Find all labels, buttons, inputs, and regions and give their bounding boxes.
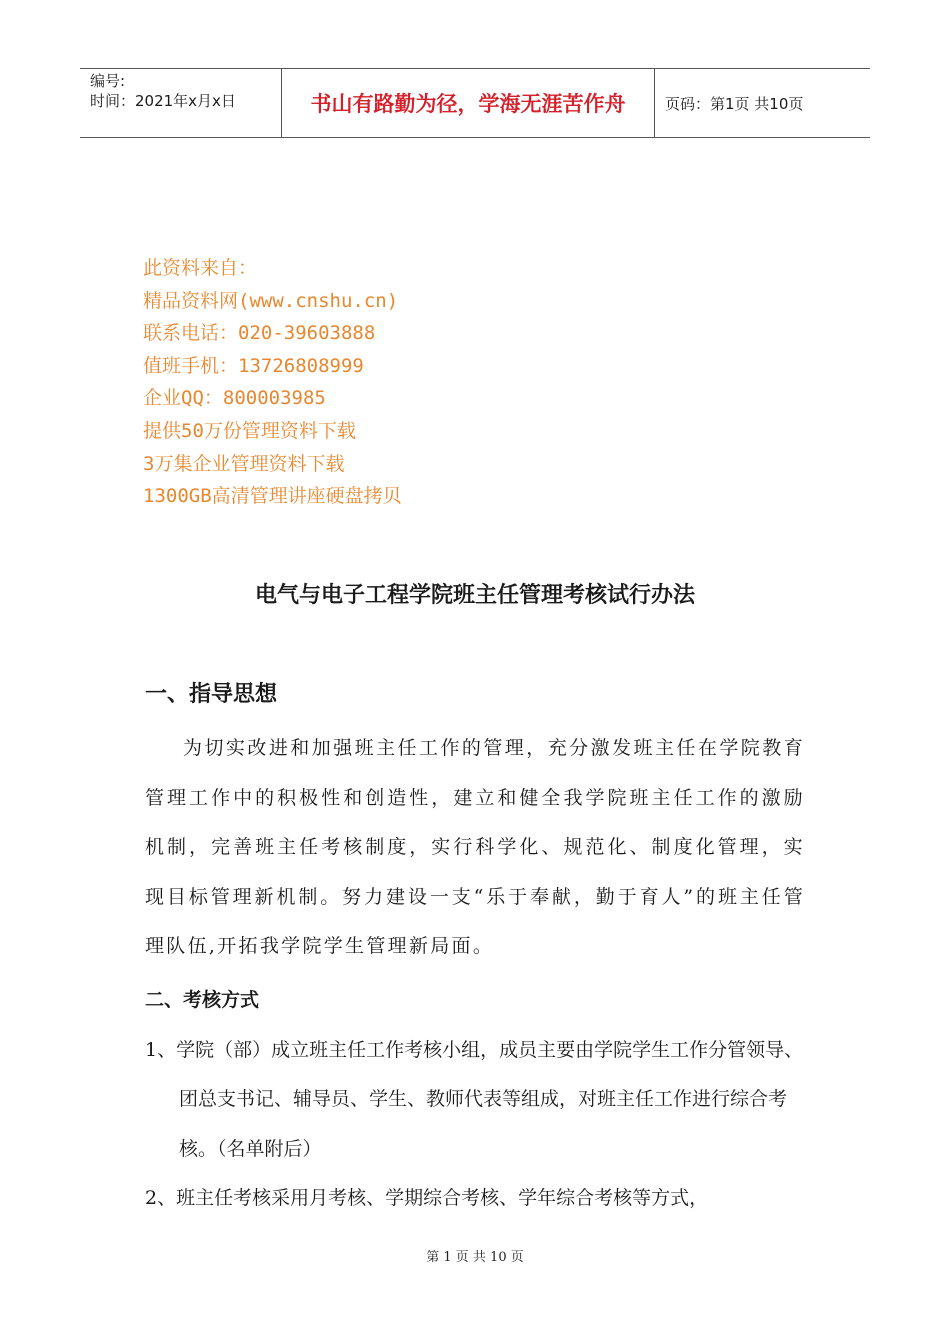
promo-line: 企业QQ：800003985 <box>143 387 326 410</box>
page-header <box>80 68 870 138</box>
document-title: 电气与电子工程学院班主任管理考核试行办法 <box>254 583 695 608</box>
promo-line: 3万集企业管理资料下载 <box>143 452 345 475</box>
section-heading-assessment-method: 二、考核方式 <box>145 988 260 1011</box>
promo-block <box>143 252 402 513</box>
header-motto: 书山有路勤为径，学海无涯苦作舟 <box>282 69 655 137</box>
promo-line: 此资料来自： <box>143 257 258 279</box>
promo-line: 联系电话：020-39603888 <box>143 322 376 345</box>
promo-line: 精品资料网(www.cnshu.cn) <box>143 289 399 312</box>
header-page-info: 页码：第1页 共10页 <box>665 94 804 113</box>
header-meta <box>80 69 282 137</box>
promo-line: 值班手机：13726808999 <box>143 354 364 377</box>
section-paragraph: 为切实改进和加强班主任工作的管理，充分激发班主任在学院教育管理工作中的积极性和创造性，建立和健全我学院班主任工作的激励机制，完善班主任考核制度，实行科学化、规范化、制度化管理，实现目标管理新机制。努力建设一支“乐于奉献，勤于育人”的班主任管理队伍,开拓我学院学生管理新局面。 <box>145 737 805 957</box>
section-heading-guiding-thought: 一、指导思想 <box>145 682 278 707</box>
list-item: 2、班主任考核采用月考核、学期综合考核、学年综合考核等方式， <box>145 1187 709 1209</box>
page-footer: 第 1 页 共 10 页 <box>426 1250 524 1265</box>
list-item: 1、学院（部）成立班主任工作考核小组，成员主要由学院学生工作分管领导、团总支书记、辅导员、学生、教师代表等组成，对班主任工作进行综合考核。（名单附后） <box>145 1038 804 1160</box>
document-body <box>145 678 805 1224</box>
number-label: 编号: <box>90 72 126 90</box>
time-label: 时间：2021年x月x日 <box>90 92 236 110</box>
promo-line: 1300GB高清管理讲座硬盘拷贝 <box>143 485 402 508</box>
promo-line: 提供50万份管理资料下载 <box>143 419 356 442</box>
